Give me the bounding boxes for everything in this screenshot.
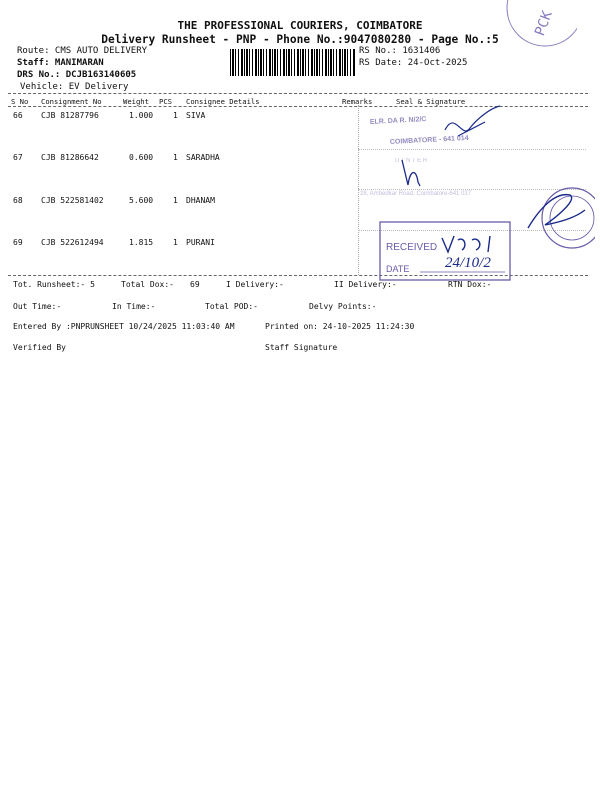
verified-by: Verified By <box>13 343 66 352</box>
table-row-consignment: CJB 522581402 <box>41 196 104 205</box>
table-row-sno: 67 <box>13 153 23 162</box>
table-row-consignment: CJB 81286642 <box>41 153 99 162</box>
drs-number: DRS No.: DCJB163140605 <box>17 70 137 80</box>
table-row-pcs: 1 <box>173 196 178 205</box>
rs-number: RS No.: 1631406 <box>359 46 441 56</box>
table-row-sno: 66 <box>13 111 23 120</box>
vehicle-label: Vehicle: EV Delivery <box>20 82 129 92</box>
total-dox-label: Total Dox:- <box>121 280 174 289</box>
table-row-weight: 5.600 <box>129 196 154 205</box>
staff-label: Staff: MANIMARAN <box>17 58 104 68</box>
i-delivery: I Delivery:- <box>226 280 284 289</box>
tot-runsheet: Tot. Runsheet:- 5 <box>13 280 95 289</box>
printed-on: Printed on: 24-10-2025 11:24:30 <box>265 322 415 331</box>
rs-date: RS Date: 24-Oct-2025 <box>359 58 468 68</box>
table-row-consignee: PURANI <box>186 238 215 247</box>
col-sno: S No <box>11 97 29 106</box>
table-row-pcs: 1 <box>173 153 178 162</box>
faded-stamp-text: ELR. DA R. N/2/C <box>369 116 427 126</box>
route-label: Route: CMS AUTO DELIVERY <box>17 46 148 56</box>
table-row-consignment: CJB 81287796 <box>41 111 99 120</box>
table-row-sno: 68 <box>13 196 23 205</box>
company-title: THE PROFESSIONAL COURIERS, COIMBATORE <box>177 19 423 32</box>
table-row-pcs: 1 <box>173 238 178 247</box>
rtn-dox: RTN Dox:- <box>448 280 492 289</box>
date-stamp-label: DATE <box>386 264 410 274</box>
seal-signature-area <box>350 100 595 290</box>
table-row-sno: 69 <box>13 238 23 247</box>
col-weight: Weight <box>123 97 149 106</box>
col-pcs: PCS <box>159 97 172 106</box>
faded-stamp-text: 28, Ambedkar Road, Coimbatore-641 037 <box>360 191 472 197</box>
col-seal-signature: Seal & Signature <box>396 97 466 106</box>
handwritten-date: 24/10/2 <box>445 255 491 271</box>
out-time: Out Time:- <box>13 302 62 311</box>
col-consignee: Consignee Details <box>186 97 260 106</box>
table-row-weight: 1.000 <box>129 111 154 120</box>
delvy-points: Delvy Points:- <box>309 302 377 311</box>
table-row-consignee: SIVA <box>186 111 206 120</box>
total-pod: Total POD:- <box>205 302 258 311</box>
in-time: In Time:- <box>112 302 156 311</box>
table-row-weight: 1.815 <box>129 238 154 247</box>
entered-by: Entered By :PNPRUNSHEET 10/24/2025 11:03:40 AM <box>13 322 235 331</box>
table-row-consignment: CJB 522612494 <box>41 238 104 247</box>
faded-stamp-text: COIMBATORE - 641 014 <box>389 134 469 146</box>
table-row-weight: 0.600 <box>129 153 154 162</box>
signature-icon <box>442 236 490 252</box>
signature-icon <box>445 106 500 136</box>
barcode-icon <box>230 49 356 76</box>
faded-stamp-text: U T N T E R <box>395 158 428 164</box>
table-row-consignee: DHANAM <box>186 196 215 205</box>
received-stamp-label: RECEIVED <box>386 242 438 253</box>
corner-stamp-icon <box>505 0 577 52</box>
staff-signature: Staff Signature <box>265 343 338 352</box>
col-consignment: Consignment No <box>41 97 102 106</box>
table-row-pcs: 1 <box>173 111 178 120</box>
svg-text:PCK: PCK <box>532 8 556 39</box>
total-dox-value: 69 <box>190 280 200 289</box>
ii-delivery: II Delivery:- <box>334 280 397 289</box>
col-remarks: Remarks <box>342 97 373 106</box>
header-top-rule <box>8 93 588 94</box>
signature-icon <box>528 195 585 228</box>
table-row-consignee: SARADHA <box>186 153 220 162</box>
runsheet-subtitle: Delivery Runsheet - PNP - Phone No.:9047080280 - Page No.:5 <box>101 33 499 46</box>
